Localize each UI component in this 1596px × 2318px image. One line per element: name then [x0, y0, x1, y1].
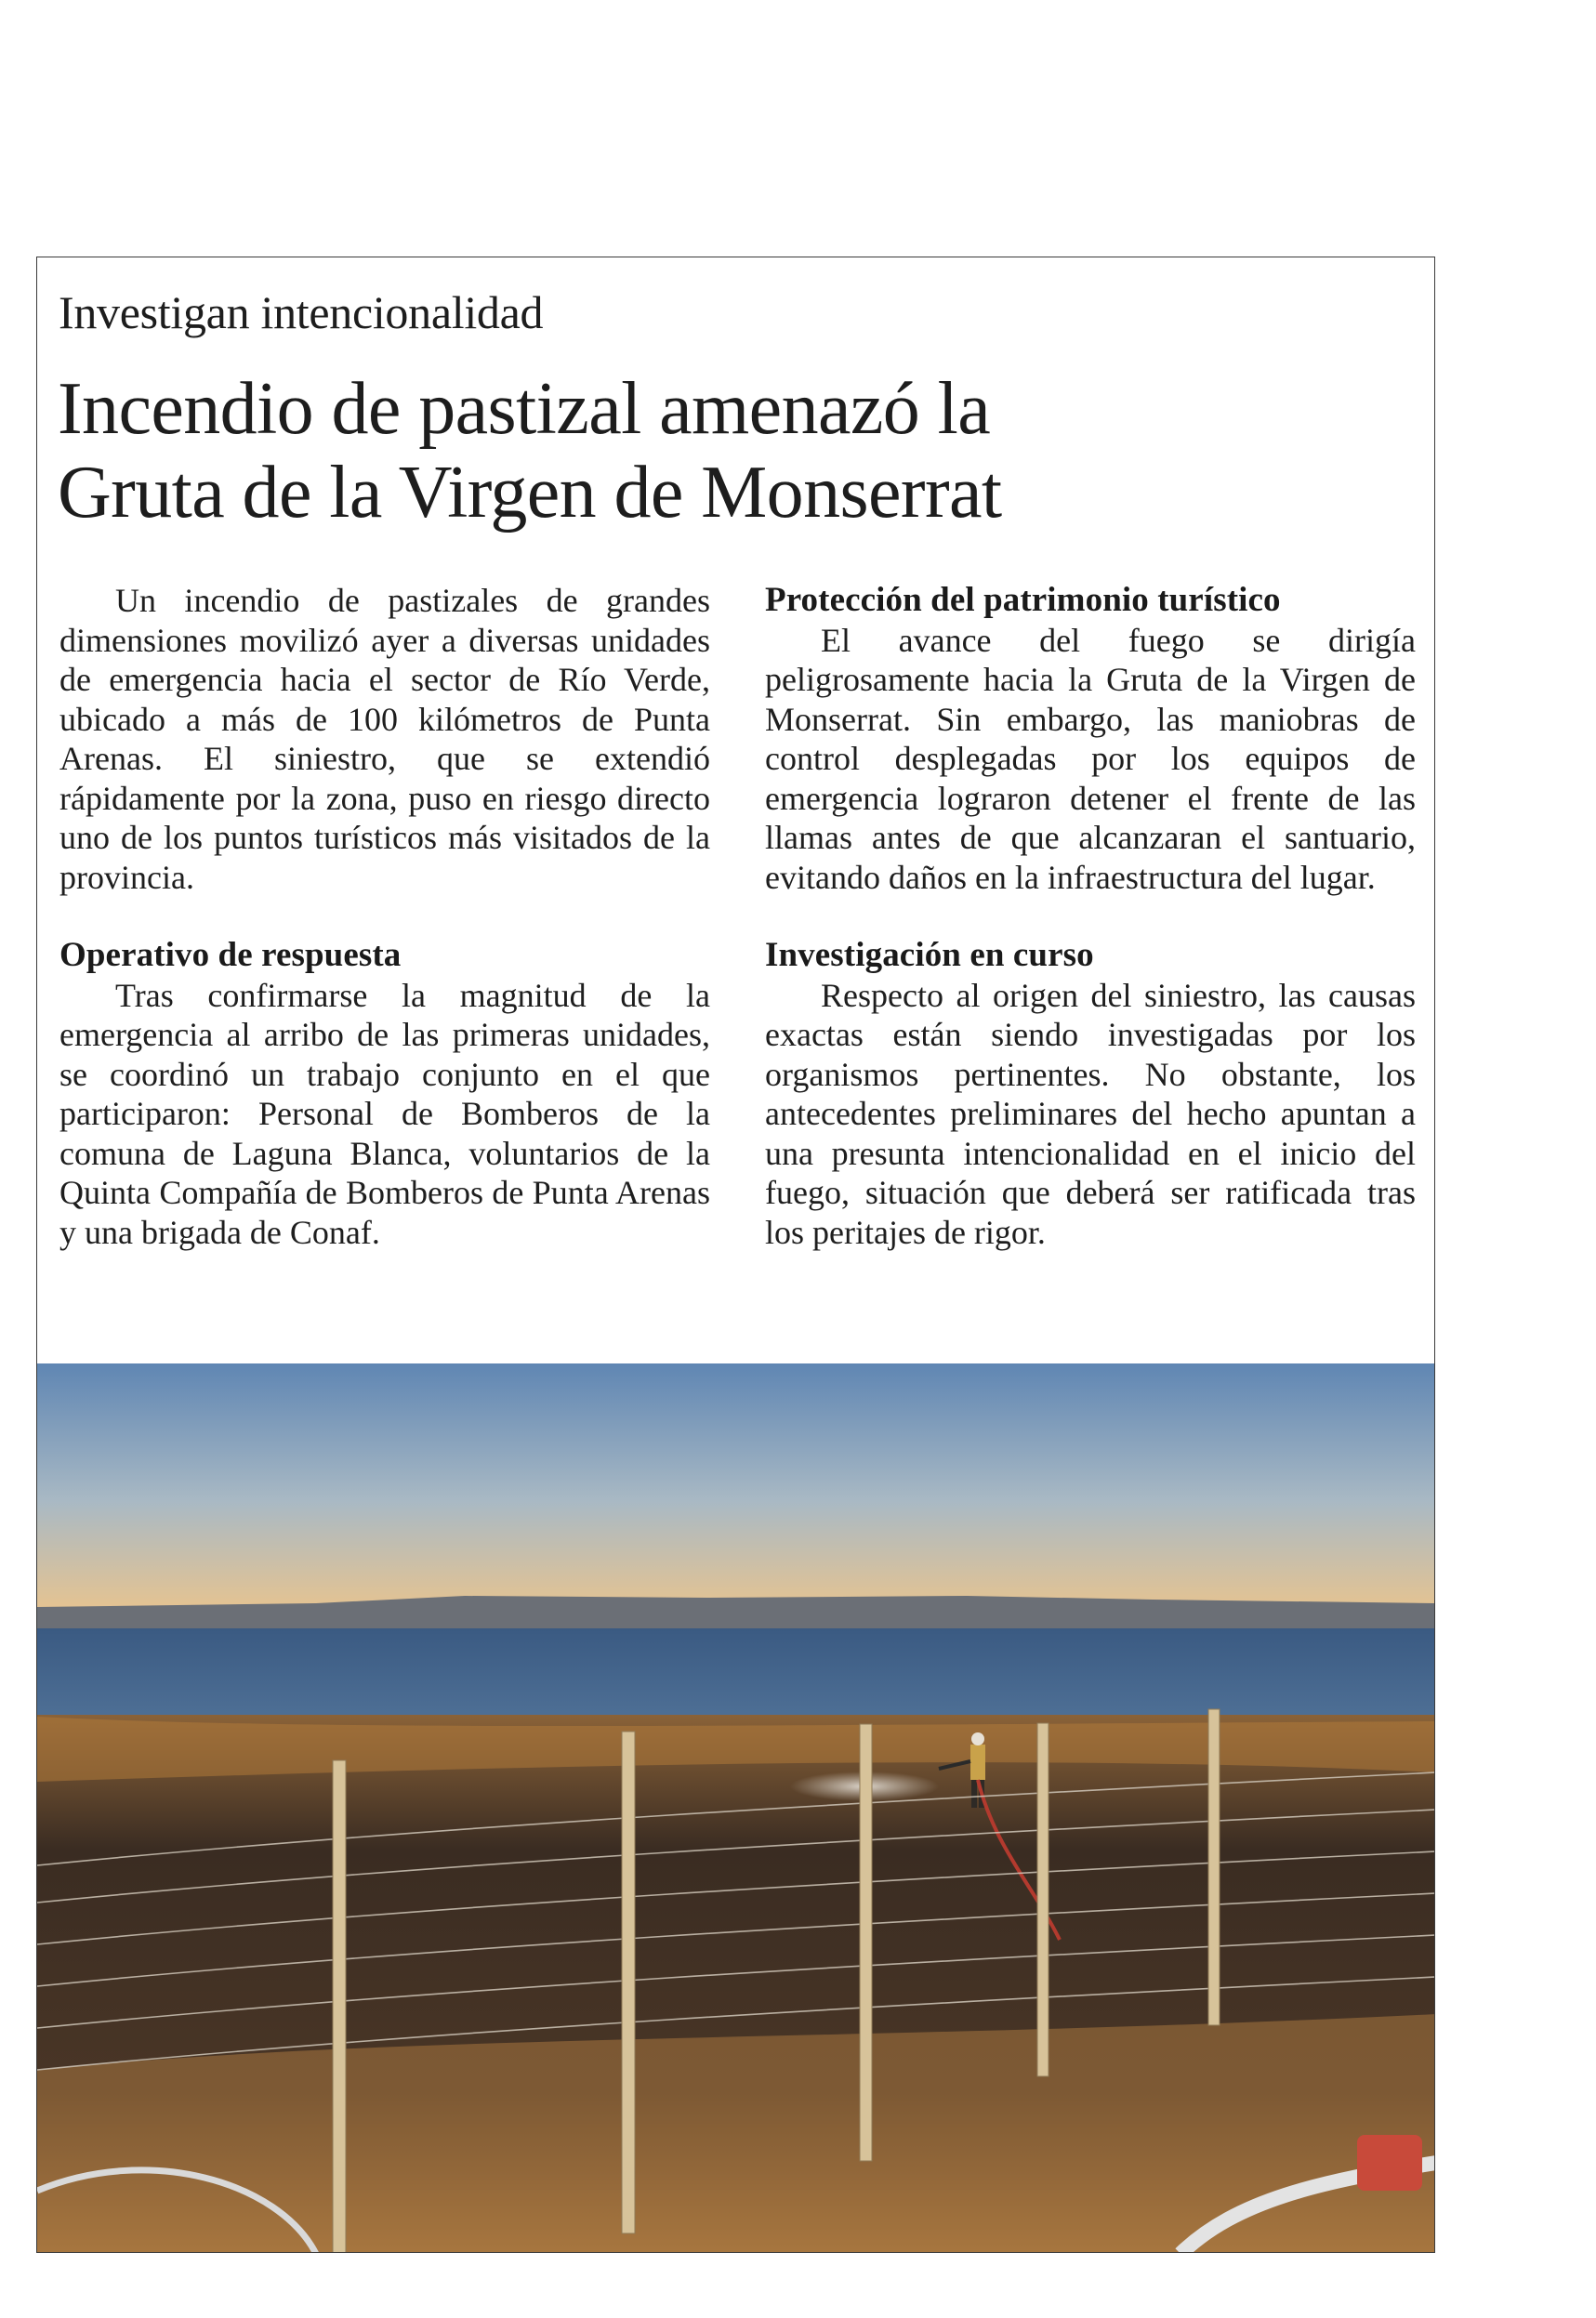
article-kicker: Investigan intencionalidad: [59, 286, 544, 338]
right-column: [765, 581, 1416, 1252]
headline-line-1: Incendio de pastizal amenazó la: [58, 368, 991, 450]
intro-paragraph: Un incendio de pastizales de grandes dimensiones movilizó ayer a diversas unidades de emergencia hacia el sector de Río Verde, ubicado a más de 100 kilómetros de Punta Arenas. El siniestro, que se extendió rápidamente por la zona, puso en riesgo directo uno de los puntos turísticos más visitados de la provincia.: [59, 582, 710, 896]
section-heading-investigacion: Investigación en curso: [765, 936, 1094, 974]
section-heading-operativo: Operativo de respuesta: [59, 936, 402, 974]
section-body-operativo: Tras confirmarse la magnitud de la emergencia al arribo de las primeras unidades, se coordinó un trabajo conjunto en el que participaron: Personal de Bomberos de la comuna de Laguna Blanca, voluntarios de la Quinta Compañía de Bomberos de Punta Arenas y una brigada de Conaf.: [59, 976, 710, 1251]
left-column: [59, 581, 710, 1252]
hose-coupling: [1357, 2135, 1422, 2191]
sky: [37, 1363, 1435, 1614]
news-article: [36, 257, 1435, 2253]
headline-line-2: Gruta de la Virgen de Monserrat: [58, 452, 1002, 533]
section-body-proteccion: El avance del fuego se dirigía peligrosamente hacia la Gruta de la Virgen de Monserrat. Sin embargo, las maniobras de control desplegadas por los equipos de emergencia lograron detener el frente de las llamas antes de que alcanzaran el santuario, evitando daños en la infraestructura del lugar.: [765, 621, 1416, 896]
article-headline: [58, 367, 1359, 534]
section-body-investigacion: Respecto al origen del siniestro, las causas exactas están siendo investigadas por los organismos pertinentes. No obstante, los antecedentes preliminares del hecho apuntan a una presunta intencionalidad en el inicio del fuego, situación que deberá ser ratificada tras los peritajes de rigor.: [765, 976, 1416, 1251]
firefighter-grass-fire-photo: [37, 1363, 1435, 2253]
water: [37, 1628, 1435, 1717]
section-heading-proteccion: Protección del patrimonio turístico: [765, 581, 1281, 619]
